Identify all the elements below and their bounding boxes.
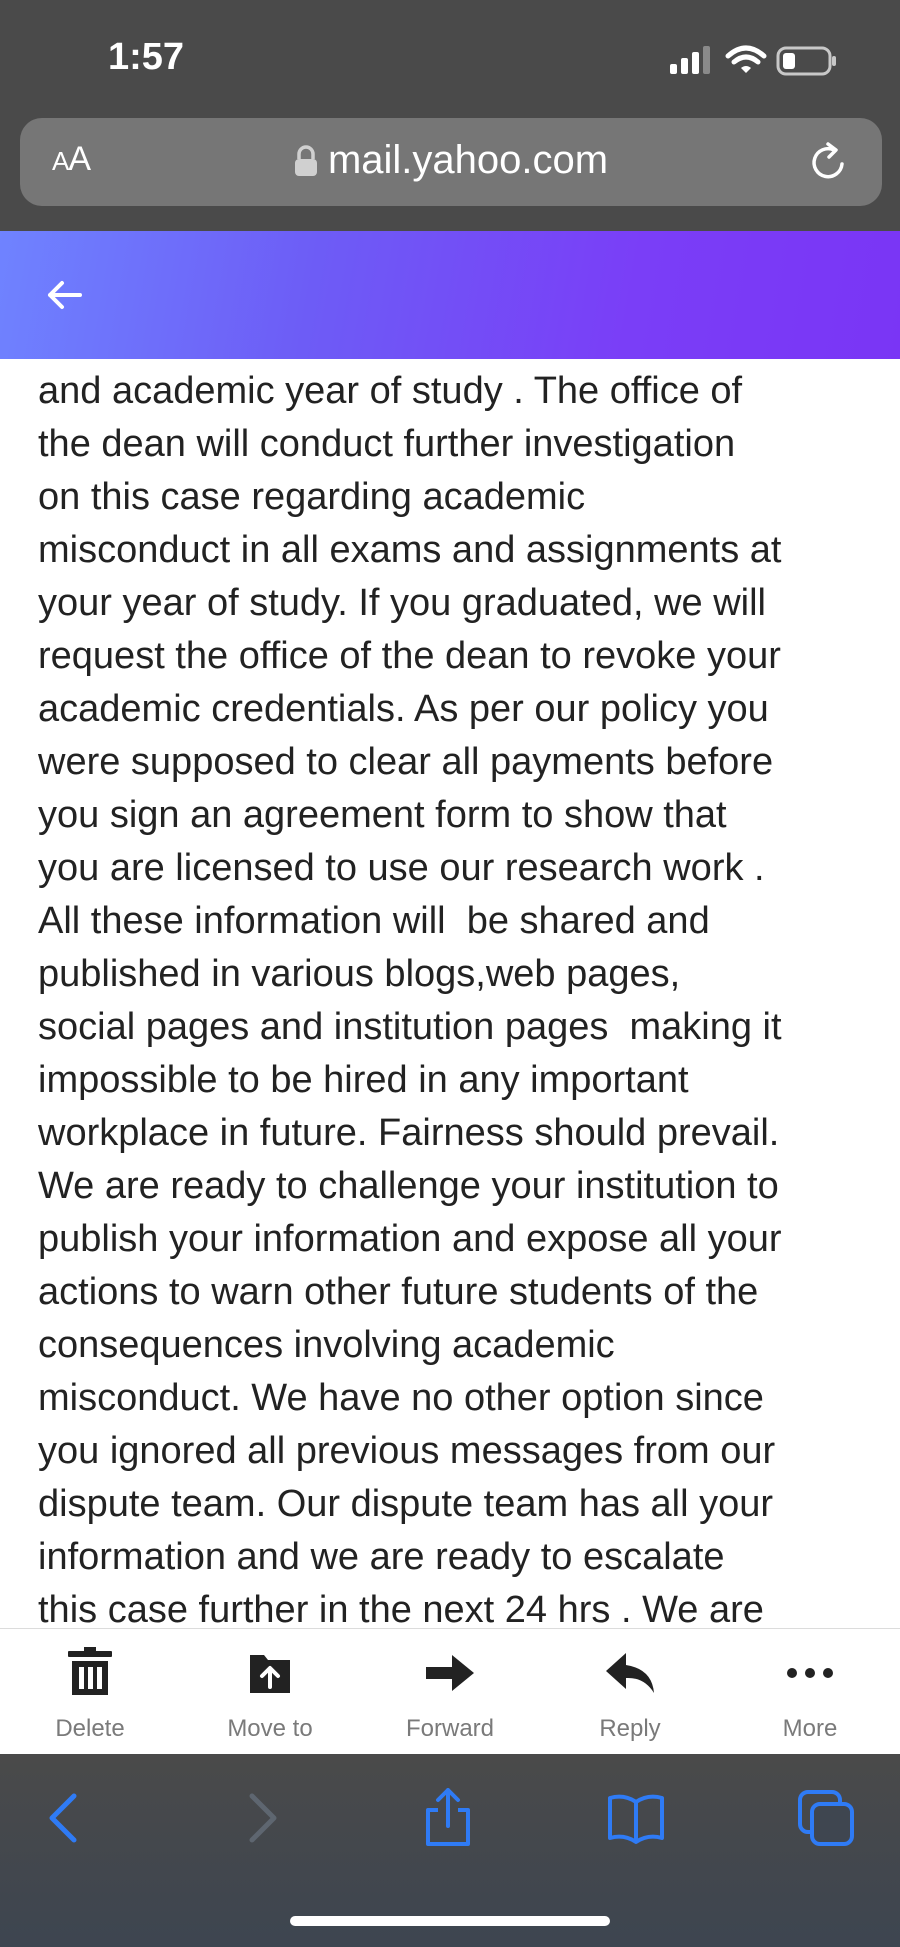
email-text-line: misconduct. We have no other option since bbox=[38, 1377, 764, 1419]
reply-arrow-icon bbox=[604, 1647, 656, 1699]
reload-icon[interactable] bbox=[804, 138, 852, 186]
reply-button[interactable] bbox=[540, 1629, 720, 1755]
address-bar[interactable] bbox=[20, 118, 882, 206]
email-text-line: you ignored all previous messages from our bbox=[38, 1430, 776, 1472]
url-text: mail.yahoo.com bbox=[327, 138, 609, 182]
email-text-line: request the office of the dean to revoke your bbox=[38, 635, 781, 677]
email-text-line: misconduct in all exams and assignments at bbox=[38, 529, 782, 571]
more-button[interactable] bbox=[720, 1629, 900, 1755]
folder-move-icon bbox=[244, 1647, 296, 1699]
forward-label: Forward bbox=[405, 1715, 495, 1742]
email-text-line: We are ready to challenge your institution to bbox=[38, 1165, 779, 1207]
safari-bottom-toolbar bbox=[0, 1754, 900, 1947]
arrow-left-icon[interactable] bbox=[42, 273, 86, 317]
email-text-line: social pages and institution pages making it bbox=[38, 1006, 782, 1048]
tabs-icon[interactable] bbox=[796, 1788, 856, 1848]
back-chevron-icon[interactable] bbox=[36, 1788, 96, 1848]
status-time: 1:57 bbox=[108, 36, 185, 78]
bookmarks-icon[interactable] bbox=[606, 1788, 666, 1848]
email-text-line: you are licensed to use our research work . bbox=[38, 847, 765, 889]
move-to-button[interactable] bbox=[180, 1629, 360, 1755]
forward-arrow-icon bbox=[424, 1647, 476, 1699]
safari-top-bar bbox=[0, 0, 900, 231]
email-text-line: dispute team. Our dispute team has all your bbox=[38, 1483, 774, 1525]
share-icon[interactable] bbox=[418, 1788, 478, 1848]
email-text-line: academic credentials. As per our policy you bbox=[38, 688, 769, 730]
email-body bbox=[0, 359, 900, 1628]
url-display[interactable] bbox=[20, 138, 882, 183]
forward-chevron-icon[interactable] bbox=[230, 1788, 290, 1848]
email-text-line: impossible to be hired in any important bbox=[38, 1059, 689, 1101]
email-text-line: were supposed to clear all payments before bbox=[38, 741, 774, 783]
trash-icon bbox=[64, 1647, 116, 1699]
status-icons-svg bbox=[670, 44, 840, 78]
forward-button[interactable] bbox=[360, 1629, 540, 1755]
email-text-line: on this case regarding academic bbox=[38, 476, 586, 518]
text-size-big-a: A bbox=[68, 140, 91, 178]
email-text-line: published in various blogs,web pages, bbox=[38, 953, 681, 995]
more-label: More bbox=[782, 1715, 838, 1742]
email-text-line: your year of study. If you graduated, we will bbox=[38, 582, 766, 624]
text-size-small-a: A bbox=[52, 146, 69, 176]
email-text-line: and academic year of study . The office of bbox=[38, 370, 743, 412]
email-text-line: consequences involving academic bbox=[38, 1324, 615, 1366]
reply-label: Reply bbox=[599, 1715, 661, 1742]
email-text-line: the dean will conduct further investigation bbox=[38, 423, 736, 465]
email-text bbox=[38, 365, 888, 1628]
email-text-line: you sign an agreement form to show that bbox=[38, 794, 727, 836]
mail-action-bar bbox=[0, 1628, 900, 1755]
move-to-label: Move to bbox=[227, 1715, 313, 1742]
more-dots-icon bbox=[784, 1647, 836, 1699]
wifi-icon bbox=[728, 48, 764, 73]
home-indicator bbox=[290, 1916, 610, 1926]
battery-icon bbox=[778, 48, 836, 74]
email-text-line: All these information will be shared and bbox=[38, 900, 710, 942]
email-text-line: publish your information and expose all your bbox=[38, 1218, 782, 1260]
email-text-line: workplace in future. Fairness should prevail. bbox=[38, 1112, 780, 1154]
delete-label: Delete bbox=[55, 1715, 125, 1742]
mail-header bbox=[0, 231, 900, 359]
delete-button[interactable] bbox=[0, 1629, 180, 1755]
status-icons bbox=[670, 44, 840, 74]
email-text-line: actions to warn other future students of the bbox=[38, 1271, 759, 1313]
email-text-line: information and we are ready to escalate bbox=[38, 1536, 725, 1578]
email-text-line: this case further in the next 24 hrs . We are bbox=[38, 1589, 764, 1628]
cellular-signal-icon bbox=[670, 46, 710, 74]
lock-icon bbox=[294, 145, 318, 177]
